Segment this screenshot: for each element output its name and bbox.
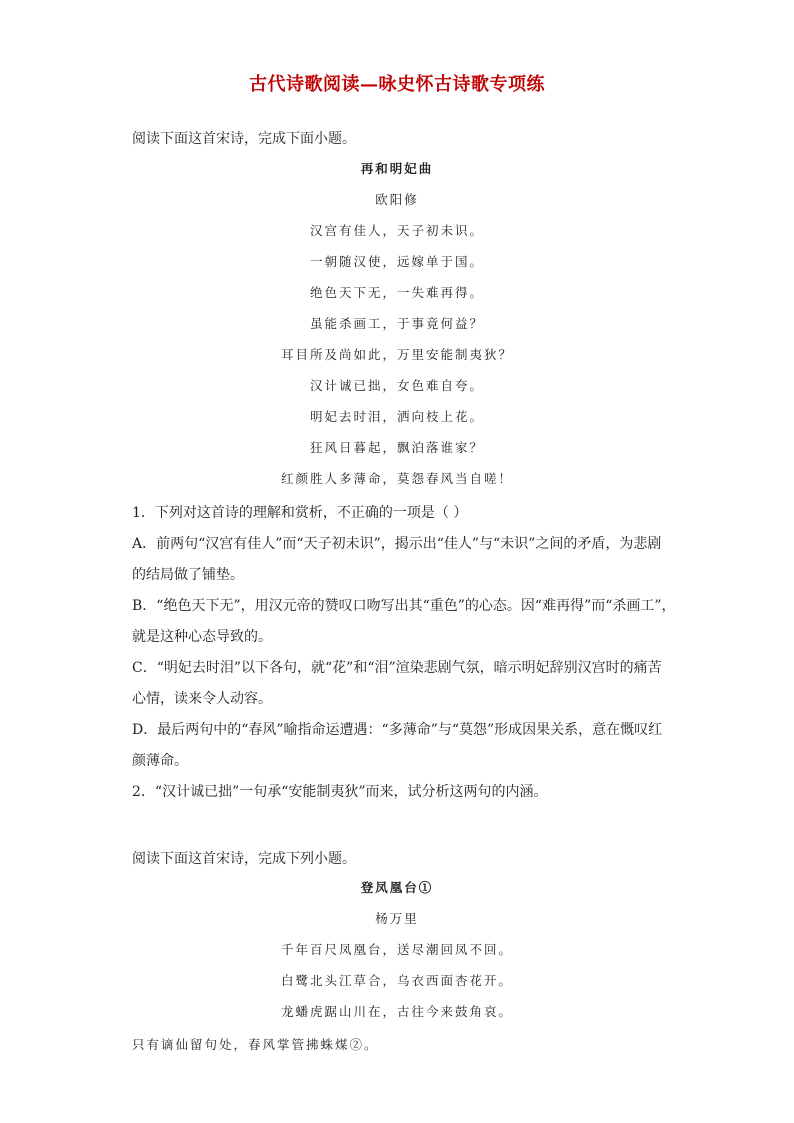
option-b-cont: 就是这种心态导致的。 [132,629,272,645]
poem-1-line: 一朝随汉使，远嫁单于国。 [309,254,484,269]
poem-1-line: 虽能杀画工，于事竟何益？ [309,316,484,331]
poem-1-line: 耳目所及尚如此，万里安能制夷狄？ [280,347,513,362]
poem-2-line: 白鹭北头江草合，乌衣西面杏花开。 [280,973,513,988]
poem-2-line: 龙蟠虎踞山川在，古往今来鼓角哀。 [280,1004,513,1019]
poem-1-line: 狂风日暮起，飘泊落谁家？ [309,440,484,455]
option-d-cont: 颜薄命。 [132,753,188,769]
page-title: 古代诗歌阅读—咏史怀古诗歌专项练 [249,74,545,95]
poem-2 [0,872,794,1027]
poem-2-last-line: 只有谪仙留句处，春风掌管拂蛛煤②。 [132,1037,379,1052]
poem-2-line: 千年百尺凤凰台，送尽潮回凤不回。 [280,942,513,957]
option-d: D．最后两句中的“春风”喻指命运遭遇：“多薄命”与“莫怨”形成因果关系，意在慨叹红 [132,722,663,738]
question-2-stem: 2．“汉计诚已拙”一句承“安能制夷狄”而来，试分析这两句的内涵。 [132,784,548,800]
poem-1-author: 欧阳修 [375,192,419,207]
section1-intro: 阅读下面这首宋诗，完成下面小题。 [132,131,356,147]
section2-intro: 阅读下面这首宋诗，完成下列小题。 [132,851,356,867]
poem-2-author: 杨万里 [375,911,419,926]
poem-1-line: 红颜胜人多薄命，莫怨春风当自嗟！ [280,471,513,486]
option-c-cont: 心情，读来令人动容。 [132,691,272,707]
option-a-cont: 的结局做了铺垫。 [132,567,244,583]
poem-1-title: 再和明妃曲 [360,161,434,176]
question-1-stem: 1．下列对这首诗的理解和赏析，不正确的一项是（ ） [132,505,468,521]
poem-1 [0,153,794,494]
option-b: B．“绝色天下无”，用汉元帝的赞叹口吻写出其“重色”的心态。因“难再得”而“杀画工”， [132,598,676,614]
option-c: C．“明妃去时泪”以下各句，就“花”和“泪”渲染悲剧气氛，暗示明妃辞别汉宫时的痛苦 [132,660,662,676]
questions-section1 [132,498,676,808]
poem-2-title: 登凤凰台① [360,880,434,895]
poem-1-line: 汉计诚已拙，女色难自夸。 [309,378,484,393]
poem-1-line: 明妃去时泪，洒向枝上花。 [309,409,484,424]
poem-1-line: 绝色天下无，一失难再得。 [309,285,484,300]
poem-1-line: 汉宫有佳人，天子初未识。 [309,223,484,238]
option-a: A．前两句“汉宫有佳人”而“天子初未识”，揭示出“佳人”与“未识”之间的矛盾，为悲剧 [132,536,662,552]
